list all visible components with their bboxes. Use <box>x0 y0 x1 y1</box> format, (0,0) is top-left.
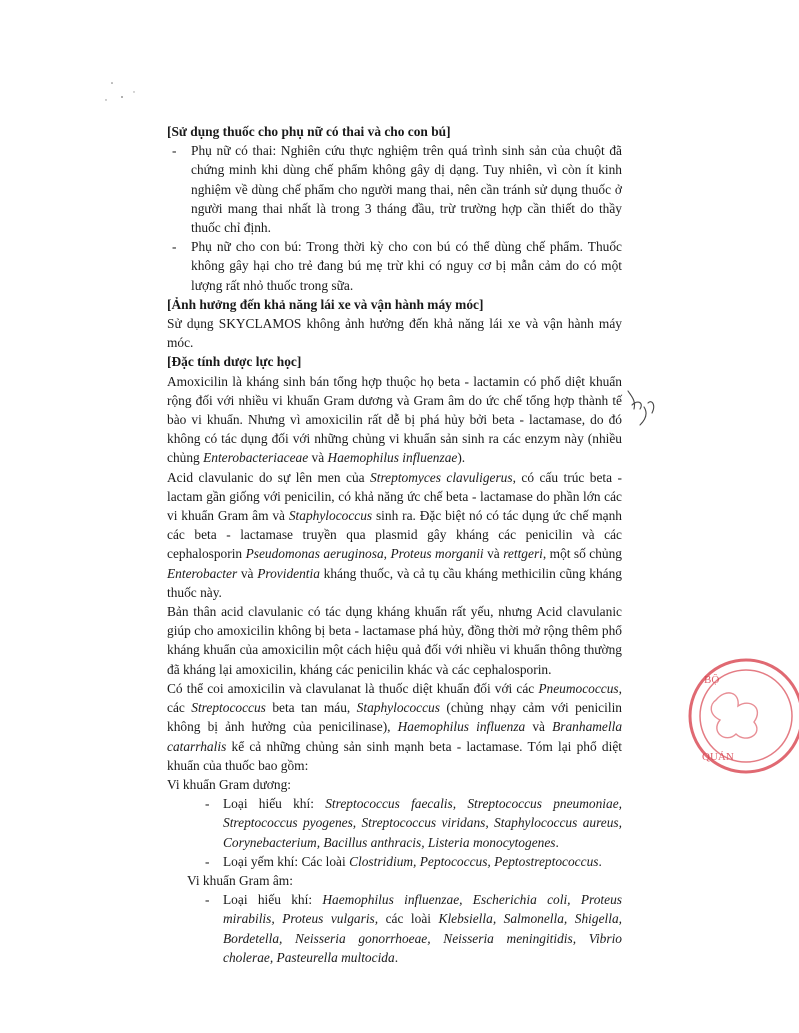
pharmacology-paragraph-3: Bản thân acid clavulanic có tác dụng kháng khuẩn rất yếu, nhưng Acid clavulanic giúp cho amoxicilin không bị beta - lactamase phá hủy, đồng thời mở rộng thêm phổ kháng khuẩn của amoxicilin một cách hiệu quả đối với nhiều vi khuẩn thông thường đã kháng lại amoxicilin, kháng các penicilin khác và các cephalosporin. <box>167 604 622 677</box>
driving-text: Sử dụng SKYCLAMOS không ảnh hưởng đến khả năng lái xe và vận hành máy móc. <box>167 316 622 351</box>
scan-specks <box>100 78 150 108</box>
gram-positive-label: Vi khuẩn Gram dương: <box>167 776 291 792</box>
stamp-text-bottom: QUẢN <box>702 751 734 763</box>
gram-negative-label: Vi khuẩn Gram âm: <box>187 872 293 888</box>
heading-pregnancy: [Sử dụng thuốc cho phụ nữ có thai và cho con bú] <box>167 124 451 139</box>
heading-driving: [Ảnh hưởng đến khả năng lái xe và vận hành máy móc] <box>167 296 484 312</box>
bullet-dash: - <box>205 796 210 812</box>
pharmacology-paragraph-2: Acid clavulanic do sự lên men của Streptomyces clavuligerus, có cấu trúc beta - lactam gần giống với penicilin, có khả năng ức chế beta - lactamase do phần lớn các vi khuẩn Gram âm và Staphylococcus sinh ra. Đặc biệt nó có tác dụng ức chế mạnh các beta - lactamase truyền qua plasmid gây kháng các penicilin và các cephalosporin Pseudomonas aeruginosa, Proteus morganii và rettgeri, một số chủng Enterobacter và Providentia kháng thuốc, và cả tụ cầu kháng methicilin cũng kháng thuốc này. <box>167 469 623 600</box>
stamp-text-top: BỘ <box>704 674 720 686</box>
bullet-dash: - <box>205 892 210 908</box>
list-item-gram-negative-aerobic: - Loại hiếu khí: Haemophilus influenzae, Escherichia coli, Proteus mirabilis, Proteus vulgaris, các loài Klebsiella, Salmonella, Shigella, Bordetella, Neisseria gonorrhoeae, Neisseria meningitidis, Vibrio cholerae, Pasteurella multocida. <box>205 892 622 965</box>
list-item-breastfeeding: - Phụ nữ cho con bú: Trong thời kỳ cho con bú có thể dùng chế phẩm. Thuốc không gây hại cho trẻ đang bú mẹ trừ khi có nguy cơ bị mẫn cảm do có một lượng rất nhỏ thuốc trong sữa. <box>172 239 622 293</box>
bullet-dash: - <box>172 239 177 255</box>
document-body <box>167 122 622 967</box>
list-item-gram-positive-aerobic: - Loại hiếu khí: Streptococcus faecalis, Streptococcus pneumoniae, Streptococcus pyogenes, Streptococcus viridans, Staphylococcus aureus, Corynebacterium, Bacillus anthracis, Listeria monocytogenes. <box>205 796 622 850</box>
official-stamp <box>680 648 799 780</box>
pharmacology-paragraph-4: Có thể coi amoxicilin và clavulanat là thuốc diệt khuẩn đối với các Pneumococcus, các Streptococcus beta tan máu, Staphylococcus (chủng nhạy cảm với penicilin không bị ảnh hưởng của penicilinase), Haemophilus influenza và Branhamella catarrhalis kể cả những chủng sản sinh mạnh beta - lactamase. Tóm lại phổ diệt khuẩn của thuốc bao gồm: <box>167 680 623 773</box>
bullet-dash: - <box>205 853 210 869</box>
list-item-pregnant: - Phụ nữ có thai: Nghiên cứu thực nghiệm trên quá trình sinh sản của chuột đã chứng minh khi dùng chế phẩm không gây dị dạng. Tuy nhiên, vì còn ít kinh nghiệm về dùng chế phẩm cho người mang thai, nên cần tránh sử dụng thuốc ở người mang thai nhất là trong 3 tháng đầu, trừ trường hợp cần thiết do thầy thuốc chỉ định. <box>172 143 622 236</box>
list-item-gram-positive-anaerobic: - Loại yếm khí: Các loài Clostridium, Peptococcus, Peptostreptococcus. <box>167 852 622 871</box>
pharmacology-paragraph-1: Amoxicilin là kháng sinh bán tổng hợp thuộc họ beta - lactamin có phổ diệt khuẩn rộng đối với nhiều vi khuẩn Gram dương và Gram âm do ức chế tổng hợp thành tế bào vi khuẩn. Nhưng vì amoxicilin rất dễ bị phá hủy bởi beta - lactamase, do đó không có tác dụng đối với những chủng vi khuẩn sản sinh ra các enzym này (nhiều chủng Enterobacteriaceae và Haemophilus influenzae). <box>167 373 622 466</box>
heading-pharmacology: [Đặc tính dược lực học] <box>167 354 302 370</box>
bullet-dash: - <box>172 143 177 159</box>
gram-positive-list <box>167 794 622 871</box>
pregnancy-list <box>167 141 622 295</box>
gram-negative-list <box>167 890 622 967</box>
signature-mark <box>622 383 662 429</box>
